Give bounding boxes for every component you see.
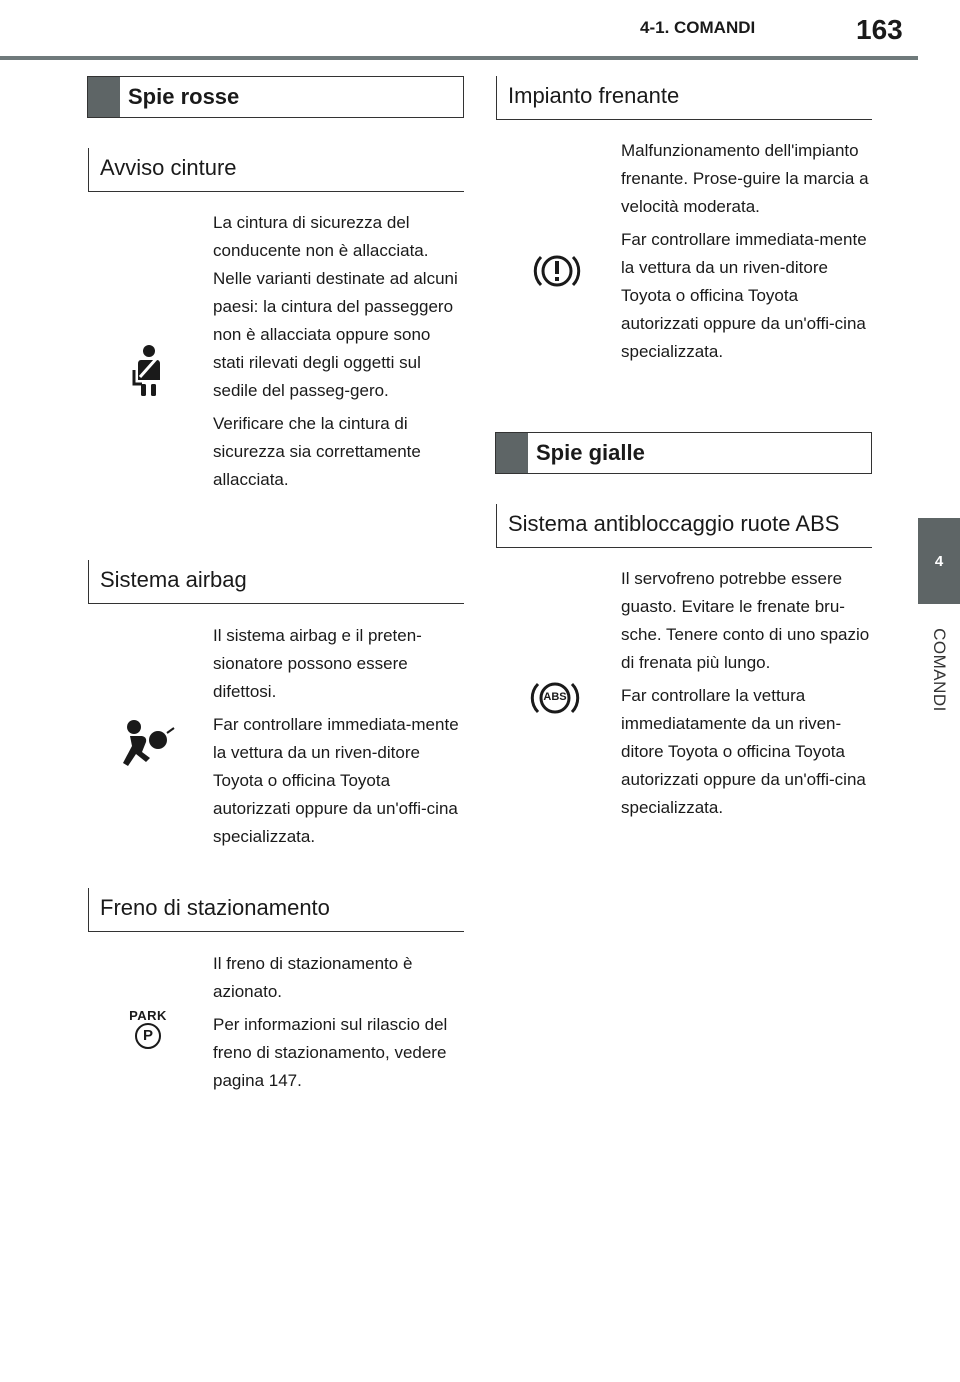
abs-title: Sistema antibloccaggio ruote ABS [508, 511, 840, 536]
red-lights-heading-text: Spie rosse [128, 84, 240, 109]
seatbelt-heading [88, 148, 464, 192]
abs-description [621, 565, 871, 827]
park-brake-icon-letter: P [135, 1023, 161, 1049]
brake-system-paragraph-2: Far controllare immediata-mente la vettura da un riven-ditore Toyota o officina Toyota autorizzati oppure da un'offi-cina specializzata. [621, 230, 867, 361]
chapter-tab [918, 518, 960, 604]
parking-brake-title: Freno di stazionamento [100, 895, 330, 920]
heading-bar [496, 433, 528, 473]
parking-brake-description [213, 950, 463, 1100]
abs-paragraph-1: Il servofreno potrebbe essere guasto. Evitare le frenate bru-sche. Tenere conto di uno spazio di frenata più lungo. [621, 569, 870, 672]
seatbelt-paragraph-2: Verificare che la cintura di sicurezza sia correttamente allacciata. [213, 414, 421, 489]
chapter-label-text: COMANDI [930, 628, 949, 712]
park-brake-icon [126, 1008, 170, 1050]
yellow-lights-heading-text: Spie gialle [536, 440, 645, 465]
airbag-warning-icon [120, 718, 176, 773]
airbag-paragraph-1: Il sistema airbag e il preten-sionatore possono essere difettosi. [213, 626, 422, 701]
airbag-heading [88, 560, 464, 604]
brake-system-heading [496, 76, 872, 120]
page-number: 163 [856, 14, 903, 45]
abs-warning-icon [529, 678, 581, 718]
airbag-title: Sistema airbag [100, 567, 247, 592]
seatbelt-paragraph-1: La cintura di sicurezza del conducente non è allacciata. Nelle varianti destinate ad alcuni paesi: la cintura del passeggero non è allacciata oppure sono stati rilevati degli oggetti sul sedile del passeg-gero. [213, 213, 458, 400]
brake-system-title: Impianto frenante [508, 83, 680, 108]
parking-brake-paragraph-2: Per informazioni sul rilascio del freno di stazionamento, vedere pagina 147. [213, 1015, 448, 1090]
red-lights-heading [87, 76, 464, 118]
airbag-description [213, 622, 463, 856]
chapter-number: 4 [934, 552, 944, 570]
seatbelt-title: Avviso cinture [100, 155, 237, 180]
airbag-paragraph-2: Far controllare immediata-mente la vettura da un riven-ditore Toyota o officina Toyota autorizzati oppure da un'offi-cina specializzata. [213, 715, 459, 846]
abs-heading [496, 504, 872, 548]
chapter-label [922, 620, 956, 720]
seatbelt-description [213, 209, 463, 499]
abs-paragraph-2: Far controllare la vettura immediatamente da un riven-ditore Toyota o officina Toyota autorizzati oppure da un'offi-cina specializzata. [621, 686, 866, 817]
brake-system-description [621, 137, 871, 371]
park-brake-icon-text: PARK [129, 1008, 167, 1023]
abs-icon-text: ABS [543, 691, 567, 703]
section-title: 4-1. COMANDI [640, 18, 756, 37]
seatbelt-warning-icon [132, 344, 164, 403]
brake-system-paragraph-1: Malfunzionamento dell'impianto frenante. Prose-guire la marcia a velocità moderata. [621, 141, 869, 216]
heading-bar [88, 77, 120, 117]
parking-brake-paragraph-1: Il freno di stazionamento è azionato. [213, 954, 413, 1001]
header-divider [0, 56, 918, 60]
parking-brake-heading [88, 888, 464, 932]
yellow-lights-heading [495, 432, 872, 474]
brake-warning-icon [533, 251, 581, 296]
